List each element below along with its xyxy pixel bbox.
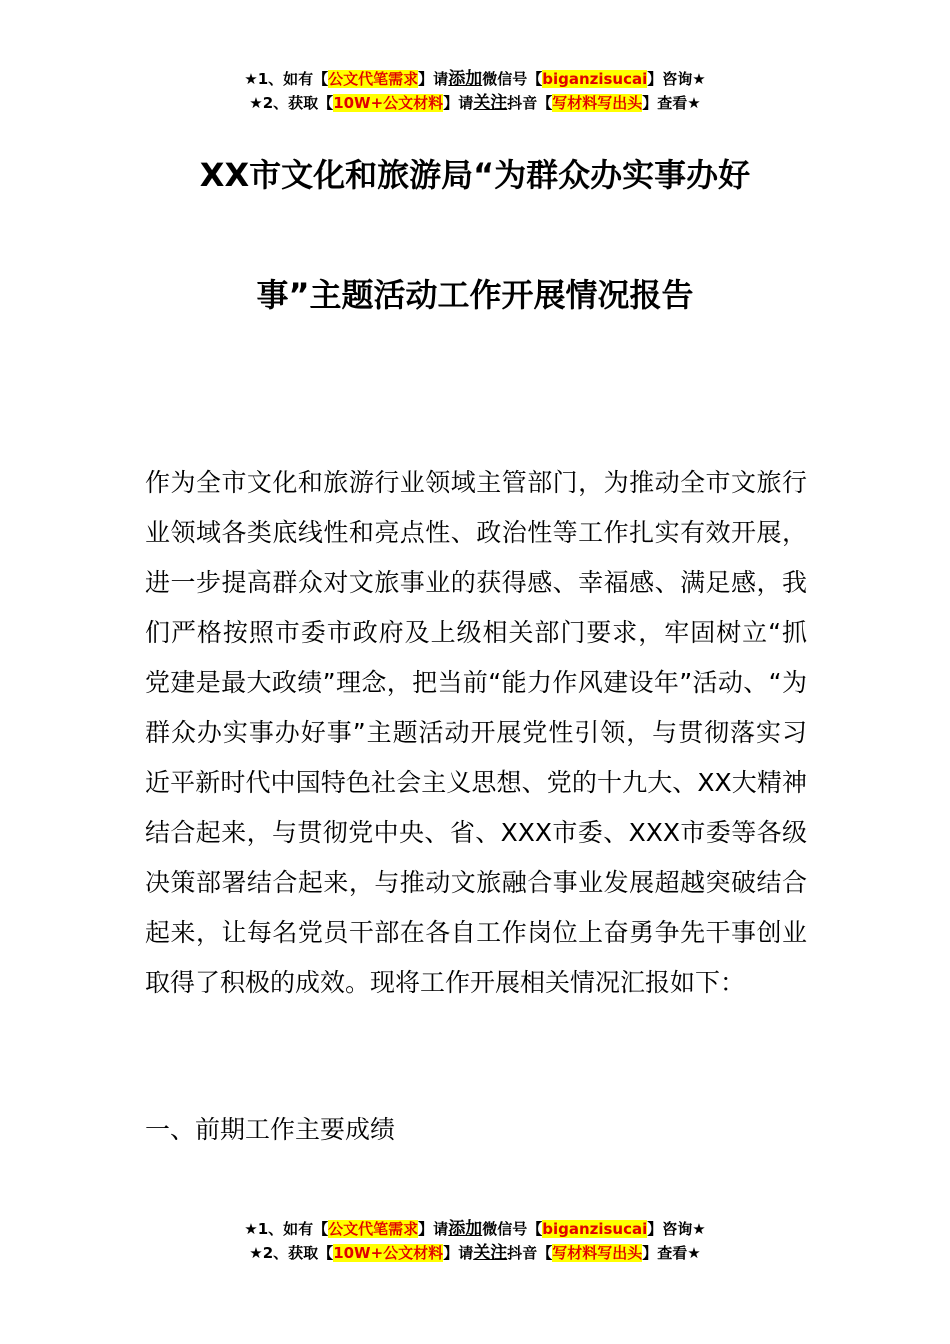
banner-highlight: biganzisucai <box>542 70 648 88</box>
banner-highlight: 公文代笔需求 <box>328 1220 419 1238</box>
banner-highlight: 10W+公文材料 <box>333 1244 444 1262</box>
banner-line-2: ★2、获取【10W+公文材料】请关注抖音【写材料写出头】查看★ <box>249 93 701 113</box>
body-paragraph: 作为全市文化和旅游行业领域主管部门，为推动全市文旅行业领域各类底线性和亮点性、政治性等工作扎实有效开展，进一步提高群众对文旅事业的获得感、幸福感、满足感，我们严格按照市委市政府及上级相关部门要求，牢固树立“抓党建是最大政绩”理念，把当前“能力作风建设年”活动、“为群众办实事办好事”主题活动开展党性引领，与贯彻落实习近平新时代中国特色社会主义思想、党的十九大、XX大精神结合起来，与贯彻党中央、省、XXX市委、XXX市委等各级决策部署结合起来，与推动文旅融合事业发展超越突破结合起来，让每名党员干部在各自工作岗位上奋勇争先干事创业取得了积极的成效。现将工作开展相关情况汇报如下： <box>145 468 807 997</box>
section-heading: 一、前期工作主要成绩 <box>145 1115 396 1144</box>
banner-highlight: 写材料写出头 <box>552 1244 643 1262</box>
footer-banner <box>0 1217 950 1265</box>
document-title-line-1: XX市文化和旅游局“为群众办实事办好 <box>199 156 751 194</box>
banner-highlight: 写材料写出头 <box>552 94 643 112</box>
header-banner <box>0 67 950 115</box>
banner-line-1: ★1、如有【公文代笔需求】请添加微信号【biganzisucai】咨询★ <box>244 69 706 89</box>
banner-highlight: 公文代笔需求 <box>328 70 419 88</box>
banner-line-1: ★1、如有【公文代笔需求】请添加微信号【biganzisucai】咨询★ <box>244 1219 706 1239</box>
banner-highlight: 10W+公文材料 <box>333 94 444 112</box>
banner-highlight: biganzisucai <box>542 1220 648 1238</box>
document-title-line-2: 事”主题活动工作开展情况报告 <box>256 276 694 314</box>
banner-line-2: ★2、获取【10W+公文材料】请关注抖音【写材料写出头】查看★ <box>249 1243 701 1263</box>
